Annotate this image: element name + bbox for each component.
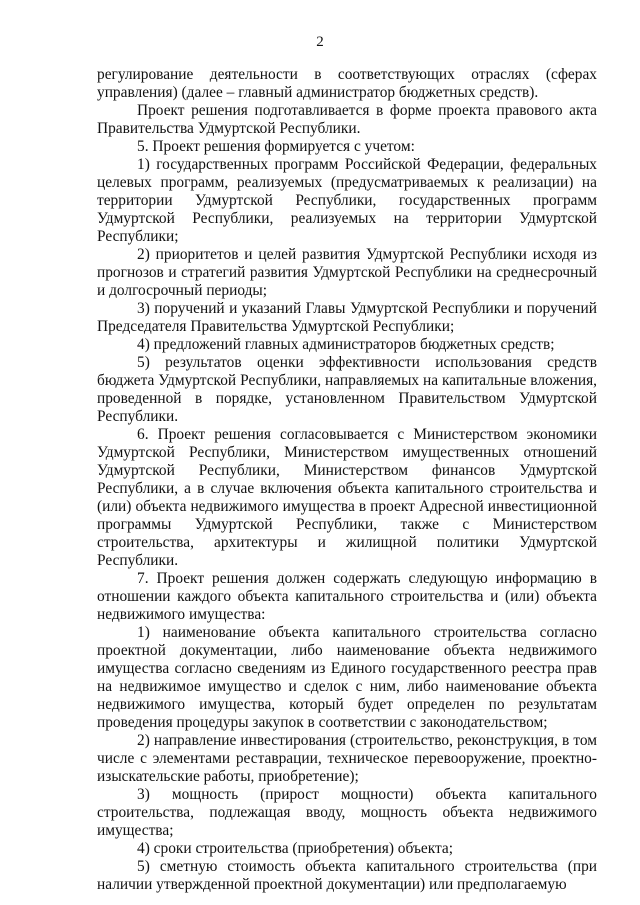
page-number: 2 (316, 34, 324, 50)
subparagraph: 1) наименование объекта капитального строительства согласно проектной документации, либо наименование объекта недвижимого имущества согласно сведениям из Единого государственного реестра прав на недвижимое имущество и сделок с ним, либо наименование объекта недвижимого имущества, который будет определен по результатам проведения процедуры закупок в соответствии с законодательством; (97, 624, 597, 731)
subparagraph: 4) предложений главных администраторов бюджетных средств; (137, 336, 555, 353)
subparagraph: 5) сметную стоимость объекта капитального строительства (при наличии утвержденной проектной документации) или предполагаемую (97, 858, 597, 893)
subparagraph: 4) сроки строительства (приобретения) объекта; (137, 840, 454, 857)
paragraph-continuation: регулирование деятельности в соответствующих отраслях (сферах управления) (далее – главный администратор бюджетных средств). (97, 66, 597, 101)
paragraph-item-6: 6. Проект решения согласовывается с Министерством экономики Удмуртской Республики, Министерством имущественных отношений Удмуртской Республики, Министерством финансов Удмуртской Республики, а в случае включения объекта капитального строительства и (или) объекта недвижимого имущества в проект Адресной инвестиционной программы Удмуртской Республики, также с Министерством строительства, архитектуры и жилищной политики Удмуртской Республики. (97, 426, 597, 569)
subparagraph: 1) государственных программ Российской Федерации, федеральных целевых программ, реализуемых (предусматриваемых к реализации) на территории Удмуртской Республики, государственных программ Удмуртской Республики, реализуемых на территории Удмуртской Республики; (97, 156, 597, 245)
subparagraph: 3) поручений и указаний Главы Удмуртской Республики и поручений Председателя Правительства Удмуртской Республики; (97, 300, 597, 335)
paragraph-item-7: 7. Проект решения должен содержать следующую информацию в отношении каждого объекта капитального строительства и (или) объекта недвижимого имущества: (97, 570, 597, 623)
subparagraph: 2) приоритетов и целей развития Удмуртской Республики исходя из прогнозов и стратегий развития Удмуртской Республики на среднесрочный и долгосрочный периоды; (97, 246, 597, 299)
subparagraph: 5) результатов оценки эффективности использования средств бюджета Удмуртской Республики, направляемых на капитальные вложения, проведенной в порядке, установленном Правительством Удмуртской Республики. (97, 354, 597, 425)
subparagraph: 3) мощность (прирост мощности) объекта капитального строительства, подлежащая вводу, мощность объекта недвижимого имущества; (97, 786, 597, 839)
subparagraph: 2) направление инвестирования (строительство, реконструкция, в том числе с элементами реставрации, техническое перевооружение, проектно-изыскательские работы, приобретение); (97, 732, 597, 785)
paragraph-item-5: 5. Проект решения формируется с учетом: (137, 138, 415, 155)
paragraph: Проект решения подготавливается в форме проекта правового акта Правительства Удмуртской Республики. (97, 102, 597, 137)
document-body (97, 66, 597, 894)
